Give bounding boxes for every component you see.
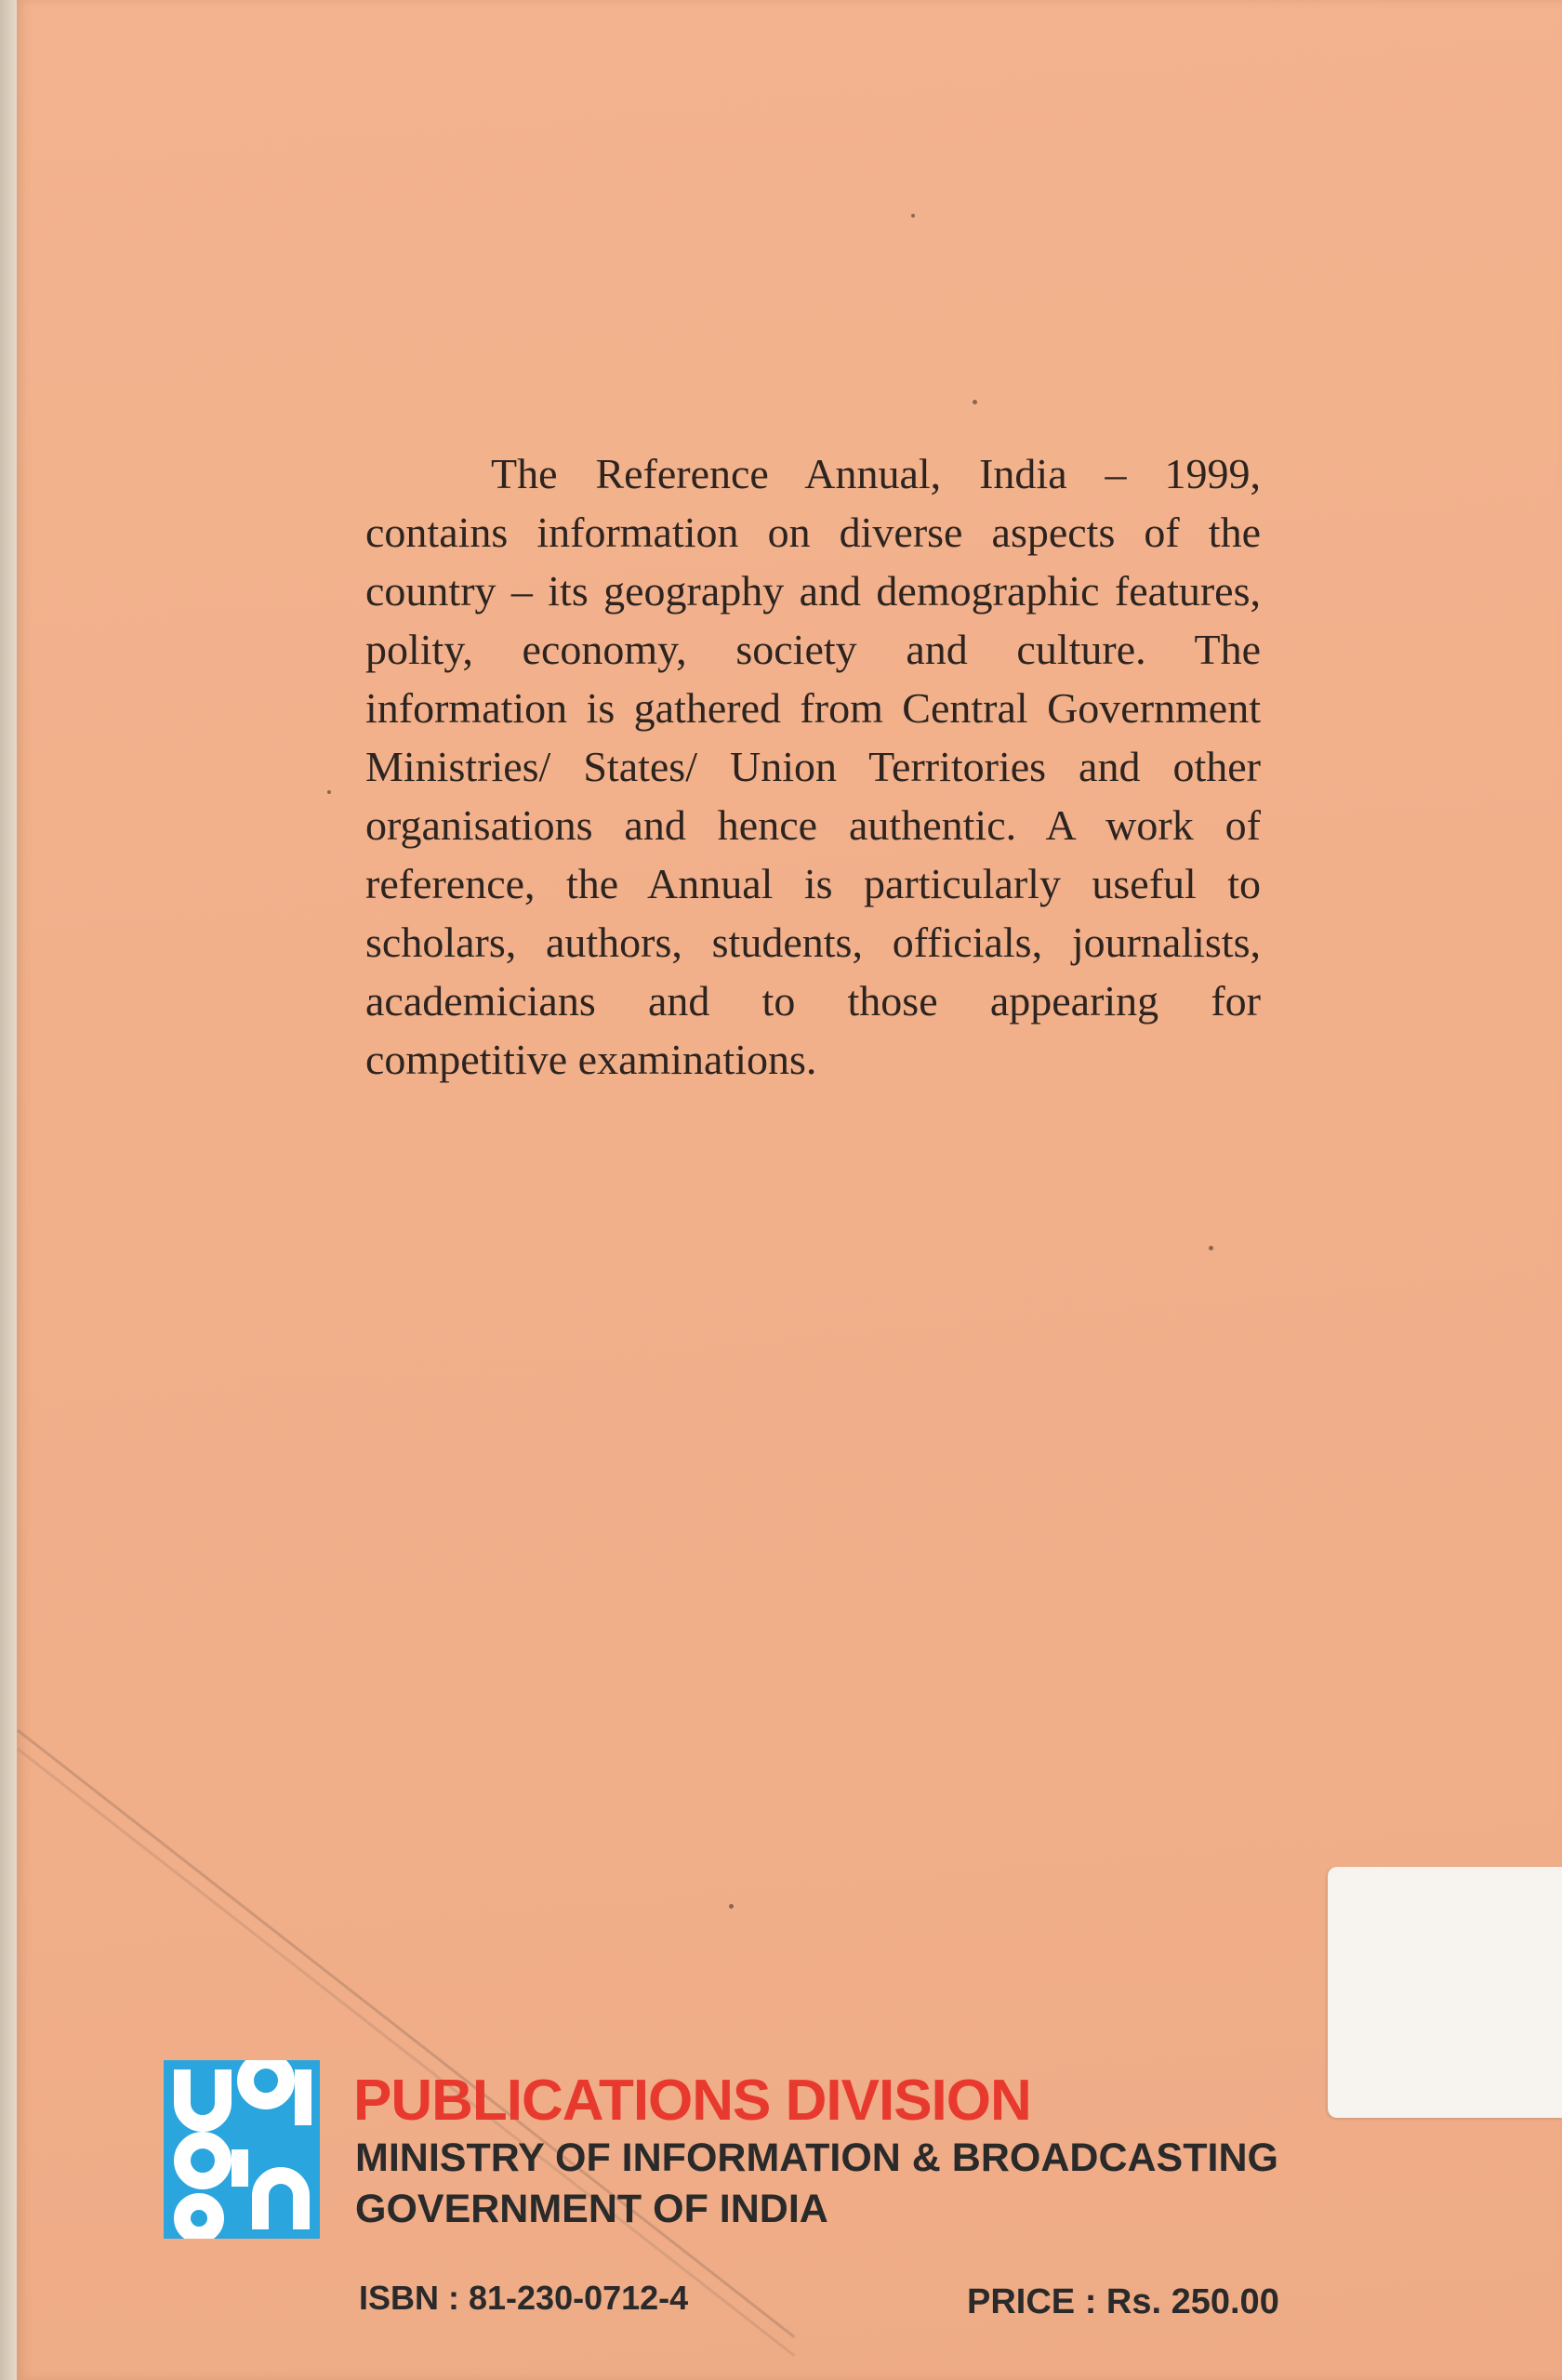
publications-division-logo-icon [164,2060,320,2239]
book-spine-edge [0,0,17,2380]
publisher-government: GOVERNMENT OF INDIA [355,2187,828,2231]
logo-glyph-bottom-right [260,2175,301,2229]
library-sticker [1328,1867,1562,2118]
print-speck [973,400,977,404]
print-speck [327,790,331,794]
book-price: PRICE : Rs. 250.00 [967,2282,1279,2321]
book-description: The Reference Annual, India – 1999, contains information on diverse aspects of the country – its geography and demographic features, polity, economy, society and culture. The information is gathered from Central Government Ministries/ States/ Union Territories and other organisations and hence authentic. A work of reference, the Annual is particularly useful to scholars, authors, students, officials, journalists, academicians and to those appearing for competitive examinations. [365,450,1261,1083]
isbn-number: ISBN : 81-230-0712-4 [359,2279,689,2317]
logo-glyph-top-right [245,2060,286,2101]
logo-glyph-bottom-left [182,2140,223,2181]
print-speck [911,214,915,218]
logo-glyph-top-left [182,2069,223,2123]
publisher-name: PUBLICATIONS DIVISION [353,2069,1031,2133]
publisher-ministry: MINISTRY OF INFORMATION & BROADCASTING [355,2135,1278,2180]
publications-division-logo [164,2060,320,2239]
logo-glyph-bottom-small [182,2202,216,2235]
print-speck [1209,1246,1213,1250]
print-speck [729,1904,734,1909]
